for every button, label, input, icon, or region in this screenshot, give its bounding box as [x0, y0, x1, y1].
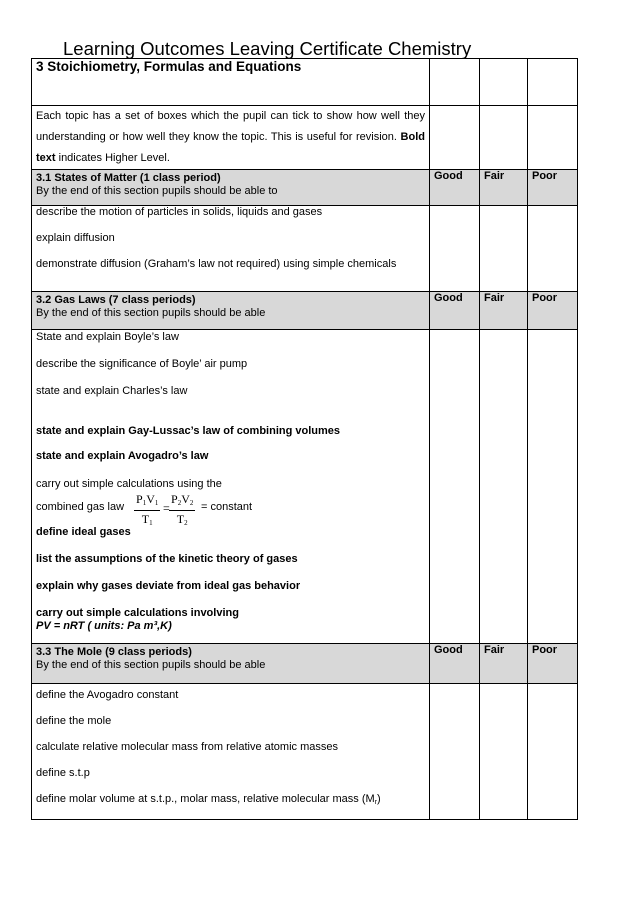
section-header	[32, 292, 430, 330]
section-items	[32, 206, 430, 292]
tick-box[interactable]	[430, 59, 480, 106]
formula-denominator: $T_2$	[176, 512, 188, 527]
formula-numerator: $P_1V_1$	[134, 492, 160, 511]
good-column-header: Good	[430, 644, 480, 684]
good-column-header: Good	[430, 170, 480, 206]
poor-tick-box[interactable]	[528, 206, 578, 292]
outcome-item: describe the significance of Boyle’ air pump	[36, 358, 248, 370]
formula-denominator: $T_1$	[141, 512, 153, 527]
section-header-title: 3.3 The Mole (9 class periods)	[36, 646, 192, 658]
section-title-row	[32, 59, 578, 106]
subscript-r: r	[374, 799, 378, 806]
learning-outcomes-table	[31, 58, 578, 820]
outcome-item: list the assumptions of the kinetic theory of gases	[36, 553, 298, 565]
outcome-item: combined gas law	[36, 501, 125, 513]
section-header-subtitle: By the end of this section pupils should be able	[36, 659, 266, 671]
outcome-item: explain why gases deviate from ideal gas behavior	[36, 580, 301, 592]
outcome-item: calculate relative molecular mass from relative atomic masses	[36, 741, 338, 753]
section-title: 3 Stoichiometry, Formulas and Equations	[32, 59, 430, 106]
section-header	[32, 170, 430, 206]
combined-gas-law-line	[36, 492, 425, 532]
outcome-item: demonstrate diffusion (Graham’s law not required) using simple chemicals	[36, 258, 397, 270]
outcome-item-text: define molar volume at s.t.p., molar mass, relative molecular mass (M	[36, 793, 375, 805]
good-tick-box[interactable]	[430, 684, 480, 820]
tick-box[interactable]	[528, 106, 578, 170]
intro-body: Each topic has a set of boxes which the pupil can tick to show how well they understanding or how well they know the topic. This is useful for revision.	[36, 110, 425, 143]
outcome-item: state and explain Gay-Lussac’s law of combining volumes	[36, 425, 341, 437]
closing-paren: )	[377, 793, 381, 805]
poor-column-header: Poor	[528, 292, 578, 330]
section-header-subtitle: By the end of this section pupils should be able to	[36, 185, 278, 197]
fair-column-header: Fair	[480, 644, 528, 684]
outcome-item: explain diffusion	[36, 232, 115, 244]
outcome-item: state and explain Avogadro’s law	[36, 450, 209, 462]
outcome-item: define the mole	[36, 715, 112, 727]
section-header	[32, 644, 430, 684]
tick-box[interactable]	[430, 106, 480, 170]
poor-tick-box[interactable]	[528, 330, 578, 644]
formula-numerator: $P_2V_2$	[169, 492, 195, 511]
section-items-row	[32, 330, 578, 644]
good-column-header: Good	[430, 292, 480, 330]
outcome-item: PV = nRT ( units: Pa m³,K)	[36, 620, 172, 632]
outcome-item: define ideal gases	[36, 526, 131, 538]
section-header-row	[32, 170, 578, 206]
fair-tick-box[interactable]	[480, 684, 528, 820]
outcome-item: State and explain Boyle’s law	[36, 331, 179, 343]
formula-constant: = constant	[201, 501, 253, 513]
formula-fraction-left	[134, 492, 160, 531]
fair-column-header: Fair	[480, 292, 528, 330]
poor-column-header: Poor	[528, 170, 578, 206]
outcome-item: carry out simple calculations involving	[36, 607, 239, 619]
formula-equals: =	[163, 501, 170, 515]
section-header-subtitle: By the end of this section pupils should be able	[36, 307, 266, 319]
tick-box[interactable]	[528, 59, 578, 106]
fair-column-header: Fair	[480, 170, 528, 206]
intro-row	[32, 106, 578, 170]
poor-tick-box[interactable]	[528, 684, 578, 820]
section-header-title: 3.2 Gas Laws (7 class periods)	[36, 294, 196, 306]
intro-after-bold: indicates Higher Level.	[55, 152, 170, 164]
tick-box[interactable]	[480, 59, 528, 106]
section-header-row	[32, 292, 578, 330]
outcome-item: describe the motion of particles in solids, liquids and gases	[36, 206, 323, 218]
section-items-row	[32, 206, 578, 292]
section-header-row	[32, 644, 578, 684]
outcome-item: define the Avogadro constant	[36, 689, 179, 701]
good-tick-box[interactable]	[430, 330, 480, 644]
fair-tick-box[interactable]	[480, 206, 528, 292]
outcome-item	[36, 793, 425, 809]
section-header-title: 3.1 States of Matter (1 class period)	[36, 172, 221, 184]
outcome-item: define s.t.p	[36, 767, 90, 779]
document-title: Learning Outcomes Leaving Certificate Chemistry	[63, 38, 472, 59]
good-tick-box[interactable]	[430, 206, 480, 292]
section-items	[32, 330, 430, 644]
intro-bold-text: Bold text	[36, 131, 425, 164]
fair-tick-box[interactable]	[480, 330, 528, 644]
poor-column-header: Poor	[528, 644, 578, 684]
tick-box[interactable]	[480, 106, 528, 170]
section-items-row	[32, 684, 578, 820]
outcome-item: carry out simple calculations using the	[36, 478, 222, 490]
outcome-item: state and explain Charles’s law	[36, 385, 188, 397]
formula-fraction-right	[169, 492, 195, 531]
section-items	[32, 684, 430, 820]
intro-text	[32, 106, 430, 170]
